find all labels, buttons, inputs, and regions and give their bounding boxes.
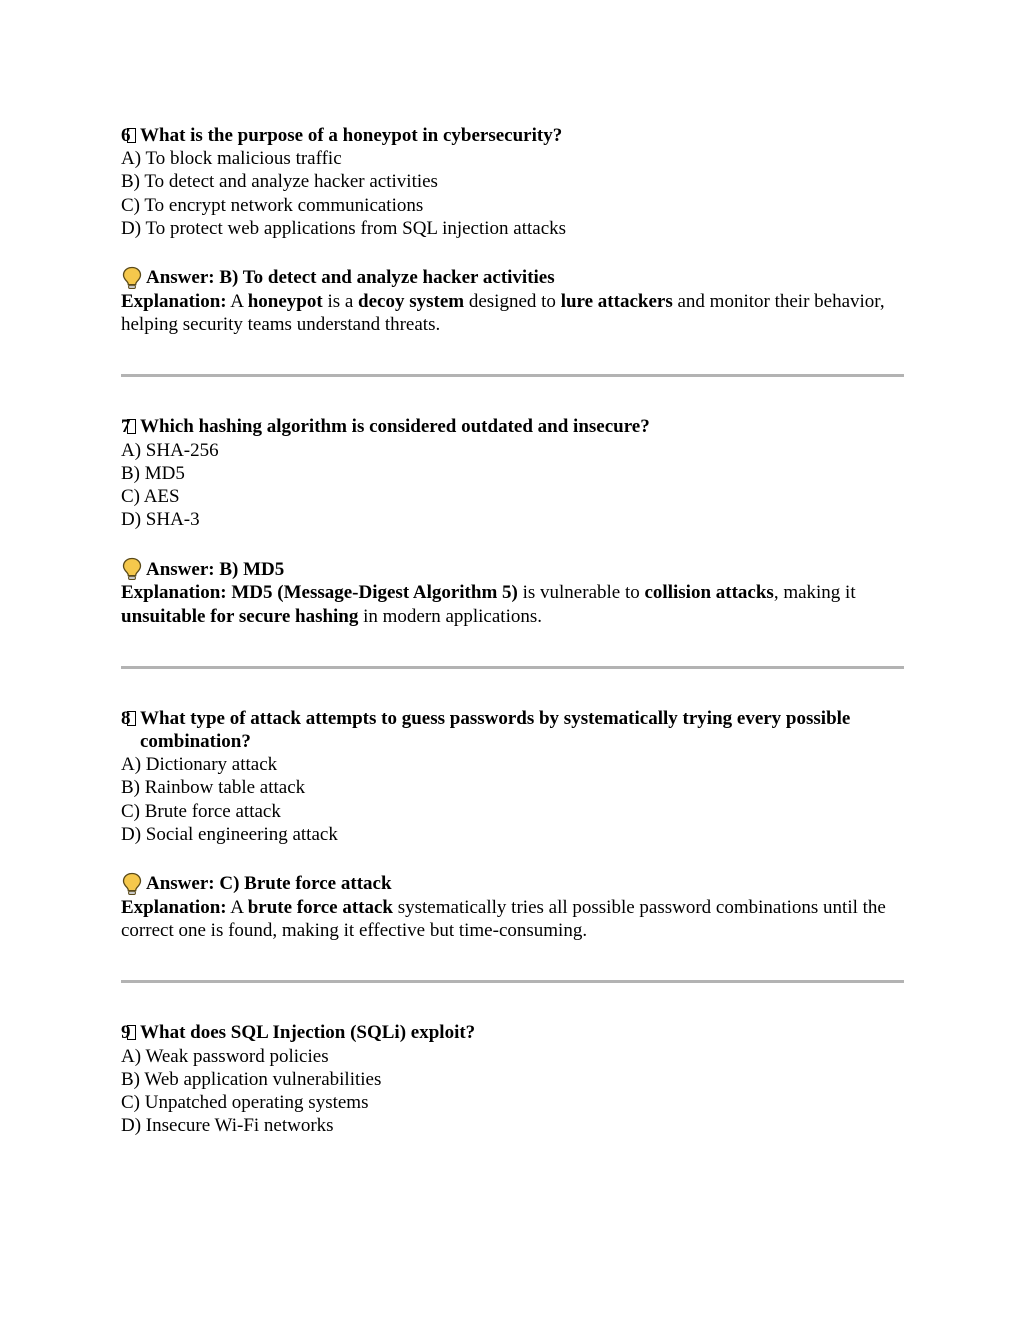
option-b: B) MD5 (121, 462, 185, 484)
option-c: C) Brute force attack (121, 800, 281, 822)
question-number: 6 (121, 124, 140, 147)
question-text: Which hashing algorithm is considered outdated and insecure? (140, 416, 650, 438)
answer-text: Answer: B) To detect and analyze hacker activities (146, 267, 555, 289)
keycap-box-icon (127, 419, 136, 434)
question-heading (121, 1021, 904, 1044)
explanation-bold-run: Explanation: (121, 291, 227, 313)
explanation-bold-run: Explanation: (121, 897, 227, 919)
question-block (121, 415, 904, 627)
question-heading (121, 707, 904, 753)
explanation-run: A (226, 897, 248, 919)
answer-line (121, 266, 904, 290)
explanation-bold-run: MD5 (Message-Digest Algorithm 5) (231, 582, 518, 604)
lightbulb-icon (121, 557, 143, 581)
option-d: D) Insecure Wi-Fi networks (121, 1115, 334, 1137)
option-b: B) Rainbow table attack (121, 777, 306, 799)
section-divider (121, 374, 904, 377)
explanation-run: A (226, 291, 248, 313)
explanation-bold-run: collision attacks (644, 582, 774, 604)
question-text: What does SQL Injection (SQLi) exploit? (140, 1022, 476, 1044)
explanation-run: designed to (464, 291, 561, 313)
explanation-run: , making it (773, 582, 856, 604)
question-number: 8 (121, 707, 140, 730)
explanation-bold-run: lure attackers (560, 291, 673, 313)
keycap-box-icon (127, 128, 136, 143)
question-block (121, 1021, 904, 1137)
question-block (121, 707, 904, 943)
option-a: A) Dictionary attack (121, 754, 278, 776)
option-a: A) Weak password policies (121, 1045, 329, 1067)
answer-line (121, 872, 904, 896)
explanation-bold-run: decoy system (358, 291, 465, 313)
explanation (121, 290, 904, 336)
explanation (121, 581, 904, 627)
option-c: C) To encrypt network communications (121, 194, 424, 216)
explanation-bold-run: honeypot (247, 291, 323, 313)
explanation-bold-run: Explanation: (121, 582, 227, 604)
explanation-bold-run: brute force attack (247, 897, 393, 919)
answer-text: Answer: C) Brute force attack (146, 873, 392, 895)
question-heading (121, 124, 904, 147)
section-divider (121, 980, 904, 983)
explanation-bold-run: unsuitable for secure hashing (121, 605, 359, 627)
option-c: C) AES (121, 486, 180, 508)
option-b: B) Web application vulnerabilities (121, 1068, 382, 1090)
option-d: D) Social engineering attack (121, 823, 338, 845)
option-c: C) Unpatched operating systems (121, 1092, 369, 1114)
option-d: D) SHA-3 (121, 509, 200, 531)
lightbulb-icon (121, 872, 143, 896)
answer-line (121, 557, 904, 581)
explanation-run: systematically tries all possible password combinations until the correct one is found, making it effective but time-consuming. (121, 897, 886, 942)
explanation-run: is a (322, 291, 359, 313)
question-text: What is the purpose of a honeypot in cybersecurity? (140, 125, 563, 146)
answer-text: Answer: B) MD5 (146, 558, 285, 580)
option-a: A) SHA-256 (121, 439, 219, 461)
option-d: D) To protect web applications from SQL injection attacks (121, 217, 567, 239)
keycap-box-icon (127, 1025, 136, 1040)
quiz-content (121, 124, 904, 1137)
lightbulb-icon (121, 266, 143, 290)
question-heading (121, 415, 904, 438)
question-number: 7 (121, 415, 140, 438)
question-block (121, 124, 904, 336)
option-a: A) To block malicious traffic (121, 148, 342, 170)
explanation-run: in modern applications. (358, 605, 543, 627)
option-b: B) To detect and analyze hacker activities (121, 171, 438, 193)
explanation-run: is vulnerable to (517, 582, 645, 604)
explanation-run: and monitor their behavior, helping security teams understand threats. (121, 291, 885, 336)
keycap-box-icon (127, 711, 136, 726)
explanation (121, 896, 904, 942)
section-divider (121, 666, 904, 669)
question-number: 9 (121, 1021, 140, 1044)
question-text: What type of attack attempts to guess passwords by systematically trying every possible combination? (140, 707, 851, 753)
